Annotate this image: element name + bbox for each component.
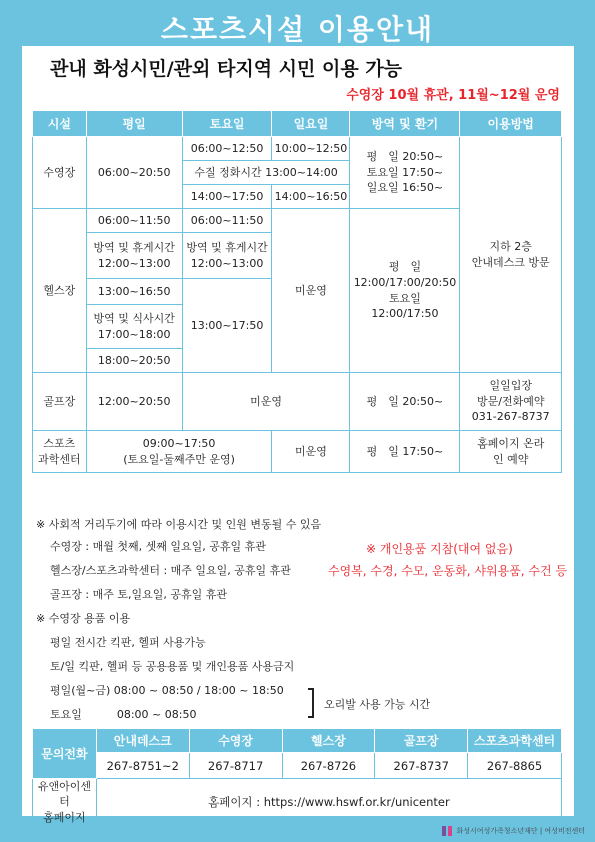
note-personal-items: ※ 개인용품 지참(대여 없음) xyxy=(366,542,513,556)
contact-header-gym: 헬스장 xyxy=(282,729,375,753)
swim-weekday: 06:00~20:50 xyxy=(86,137,182,209)
method-desk-visit: 안내데스크 방문 xyxy=(471,255,550,269)
note-swim-closure: 수영장 : 매월 첫째, 셋째 일요일, 공휴일 휴관 xyxy=(50,540,266,553)
sci-vent: 평 일 17:50~ xyxy=(350,431,460,473)
sci-time-hours: 09:00~17:50 xyxy=(142,436,216,450)
sci-sunday: 미운영 xyxy=(272,431,350,473)
swim-vent-sat: 토요일 17:50~ xyxy=(366,165,444,179)
sci-method-line2: 인 예약 xyxy=(493,452,529,466)
page-title: 스포츠시설 이용안내 xyxy=(160,13,435,46)
facility-sci-line2: 과학센터 xyxy=(38,452,81,466)
gym-wd4 xyxy=(86,305,182,349)
facility-gym: 헬스장 xyxy=(33,209,87,373)
info-sheet xyxy=(22,46,574,824)
golf-method-phone: 031-267-8737 xyxy=(471,410,550,424)
homepage-label-line2: 홈페이지 xyxy=(43,810,86,824)
header-ventilation: 방역 및 환기 xyxy=(350,111,460,137)
header-weekday: 평일 xyxy=(86,111,182,137)
swim-sun1: 10:00~12:50 xyxy=(272,137,350,161)
phone-swim: 267-8717 xyxy=(189,753,282,779)
gym-sat3: 13:00~17:50 xyxy=(182,279,272,373)
method-desk-floor: 지하 2층 xyxy=(489,239,532,253)
note-fin-saturday: 토요일 08:00 ~ 08:50 xyxy=(50,708,197,721)
facility-swim: 수영장 xyxy=(33,137,87,209)
swim-sun2: 14:00~16:50 xyxy=(272,185,350,209)
gym-sunday: 미운영 xyxy=(272,209,350,373)
method-desk xyxy=(460,137,562,373)
note-fin-weekday: 평일(월~금) 08:00 ~ 08:50 / 18:00 ~ 18:50 xyxy=(50,684,284,697)
note-weekday-kickboard: 평일 전시간 킥판, 헬퍼 사용가능 xyxy=(50,636,206,649)
note-gym-closure: 헬스장/스포츠과학센터 : 매주 일요일, 공휴일 휴관 xyxy=(50,564,291,577)
gym-vent-weekday-times: 12:00/17:00/20:50 xyxy=(353,275,457,289)
header-facility: 시설 xyxy=(33,111,87,137)
gym-wd1: 06:00~11:50 xyxy=(86,209,182,233)
note-fin-time: 오리발 사용 가능 시간 xyxy=(324,698,431,711)
sci-method-line1: 홈페이지 온라 xyxy=(477,436,545,450)
homepage-url[interactable]: 홈페이지 : https://www.hswf.or.kr/unicenter xyxy=(96,779,561,826)
gym-vent xyxy=(350,209,460,373)
header-sunday: 일요일 xyxy=(272,111,350,137)
phone-desk: 267-8751~2 xyxy=(96,753,189,779)
contact-values-row xyxy=(33,753,562,779)
gym-vent-sat-times: 12:00/17:50 xyxy=(371,307,439,321)
contact-header-swim: 수영장 xyxy=(189,729,282,753)
swim-vent-weekday: 평 일 20:50~ xyxy=(366,149,444,163)
gym-wd5: 18:00~20:50 xyxy=(86,349,182,373)
gym-sat2-label: 방역 및 휴게시간 xyxy=(186,240,268,254)
contact-header-sci: 스포츠과학센터 xyxy=(468,729,562,753)
swim-vent xyxy=(350,137,460,209)
note-personal-items-list: 수영복, 수경, 수모, 운동화, 샤워용품, 수건 등 xyxy=(328,564,568,578)
golf-vent: 평 일 20:50~ xyxy=(350,373,460,431)
swim-water-time: 수질 정화시간 13:00~14:00 xyxy=(182,161,350,185)
gym-sat1: 06:00~11:50 xyxy=(182,209,272,233)
closure-notice: 수영장 10월 휴관, 11월~12월 운영 xyxy=(346,88,560,103)
gym-wd2 xyxy=(86,233,182,279)
sci-time xyxy=(86,431,272,473)
bracket-mark xyxy=(308,688,314,718)
contact-table xyxy=(32,728,562,826)
gym-wd4-time: 17:00~18:00 xyxy=(97,327,171,341)
contact-header-row xyxy=(33,729,562,753)
gym-wd2-time: 12:00~13:00 xyxy=(97,256,171,270)
golf-method xyxy=(460,373,562,431)
homepage-label-line1: 유앤아이센터 xyxy=(37,780,91,809)
golf-method-reserve: 방문/전화예약 xyxy=(476,394,545,408)
swim-sat1: 06:00~12:50 xyxy=(182,137,272,161)
swim-vent-sun: 일요일 16:50~ xyxy=(366,181,444,195)
table-header-row xyxy=(33,111,562,137)
schedule-table xyxy=(32,110,562,473)
contact-header-desk: 안내데스크 xyxy=(96,729,189,753)
golf-weekday: 12:00~20:50 xyxy=(86,373,182,431)
note-swim-equipment: ※ 수영장 용품 이용 xyxy=(36,612,131,625)
facility-golf: 골프장 xyxy=(33,373,87,431)
gym-vent-weekday: 평 일 xyxy=(388,259,422,273)
note-distancing: ※ 사회적 거리두기에 따라 이용시간 및 인원 변동될 수 있음 xyxy=(36,518,322,531)
facility-sci xyxy=(33,431,87,473)
header-method: 이용방법 xyxy=(460,111,562,137)
foundation-logo-icon xyxy=(442,826,452,836)
header-saturday: 토요일 xyxy=(182,111,272,137)
footer-text: 화성시여성가족청소년재단 | 여성비전센터 xyxy=(456,827,585,835)
gym-wd2-label: 방역 및 휴게시간 xyxy=(93,240,175,254)
phone-golf: 267-8737 xyxy=(375,753,468,779)
phone-gym: 267-8726 xyxy=(282,753,375,779)
footer-logo xyxy=(442,826,585,836)
golf-method-entry: 일일입장 xyxy=(489,378,532,392)
homepage-label xyxy=(33,779,97,826)
gym-sat2 xyxy=(182,233,272,279)
contact-label: 문의전화 xyxy=(33,729,97,779)
swim-sat2: 14:00~17:50 xyxy=(182,185,272,209)
gym-wd3: 13:00~16:50 xyxy=(86,279,182,305)
table-row xyxy=(33,431,562,473)
table-row xyxy=(33,137,562,161)
sci-method xyxy=(460,431,562,473)
gym-vent-sat: 토요일 xyxy=(389,291,421,305)
gym-wd4-label: 방역 및 식사시간 xyxy=(93,311,175,325)
note-weekend-prohibited: 토/일 킥판, 헬퍼 등 공용용품 및 개인용품 사용금지 xyxy=(50,660,295,673)
contact-header-golf: 골프장 xyxy=(375,729,468,753)
homepage-row xyxy=(33,779,562,826)
facility-sci-line1: 스포츠 xyxy=(43,436,76,450)
table-row xyxy=(33,373,562,431)
note-golf-closure: 골프장 : 매주 토,일요일, 공휴일 휴관 xyxy=(50,588,227,601)
gym-sat2-time: 12:00~13:00 xyxy=(190,256,264,270)
subtitle: 관내 화성시민/관외 타지역 시민 이용 가능 xyxy=(50,58,403,80)
phone-sci: 267-8865 xyxy=(468,753,562,779)
sci-time-note: (토요일-둘째주만 운영) xyxy=(123,452,235,466)
golf-weekend: 미운영 xyxy=(182,373,350,431)
